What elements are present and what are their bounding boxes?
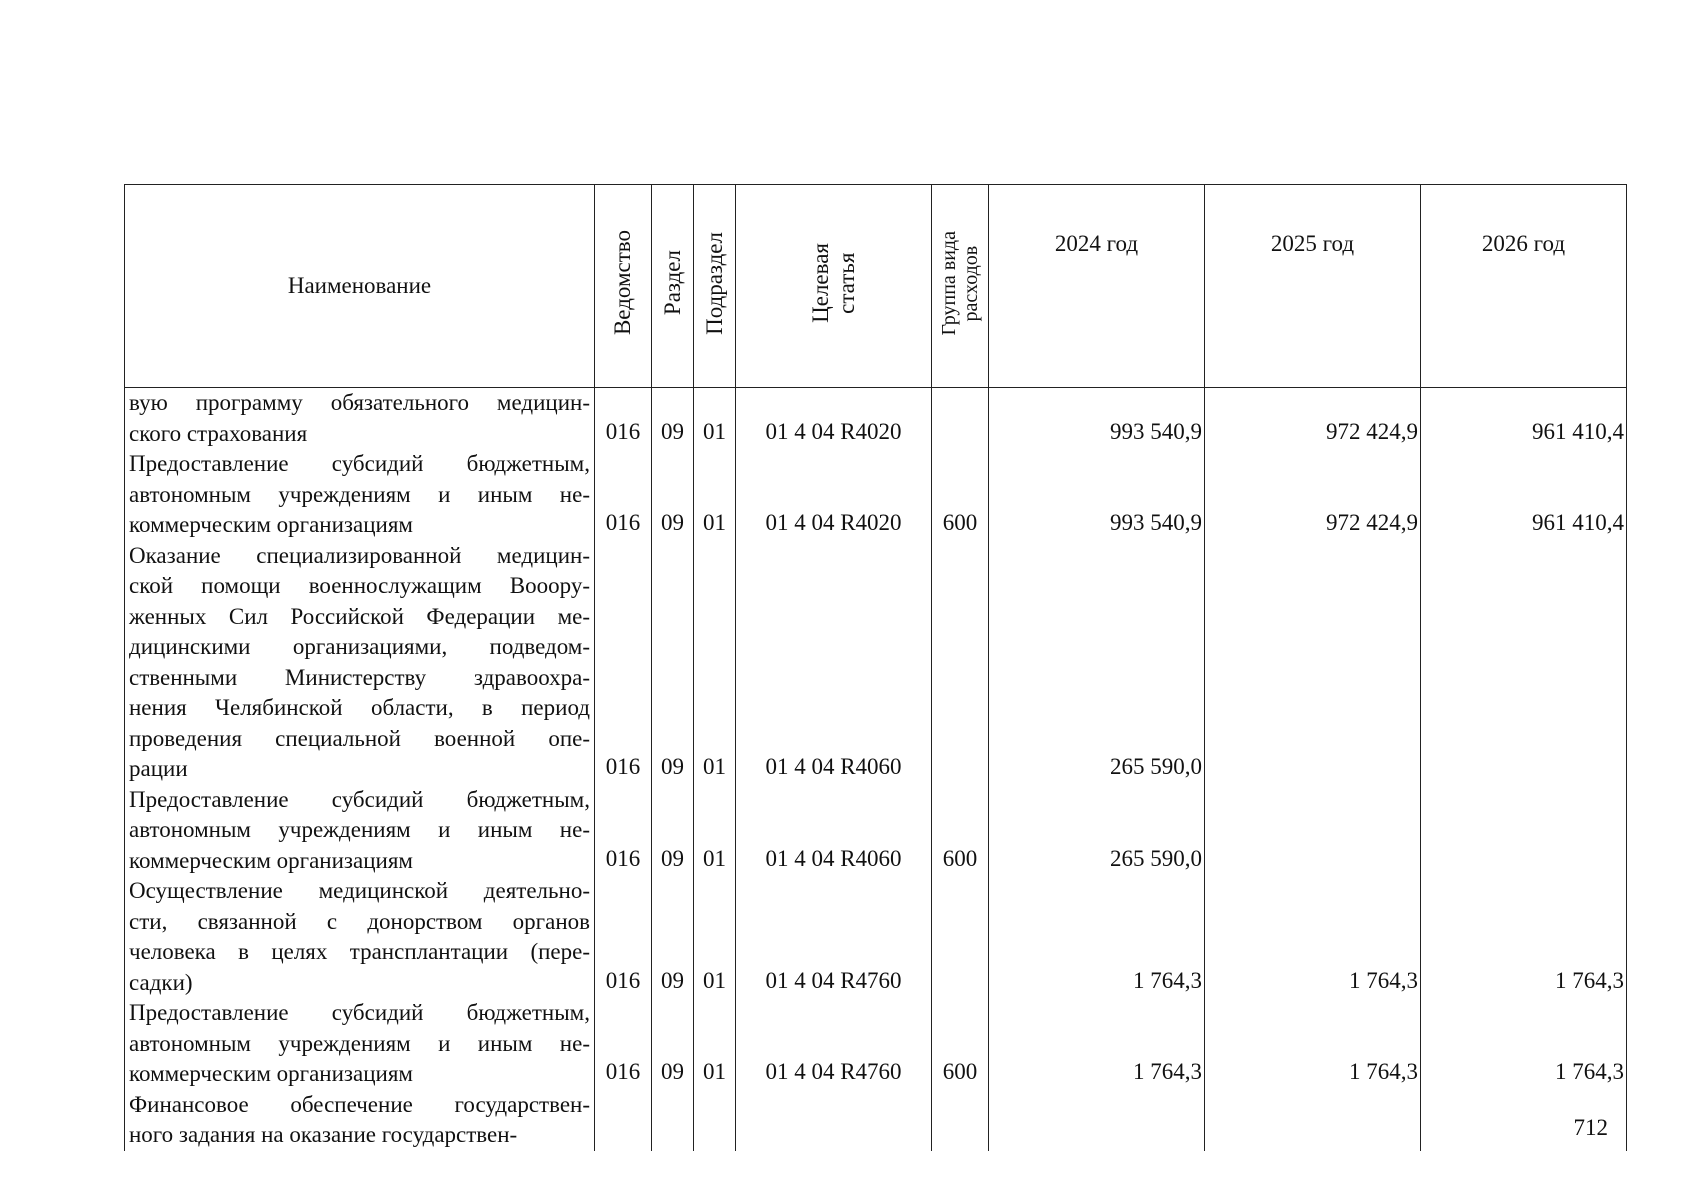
- header-year-2025: 2025 год: [1205, 185, 1421, 388]
- row-name-line: рации: [129, 756, 188, 781]
- row-section: [652, 1090, 694, 1151]
- header-target-article: [736, 185, 932, 388]
- row-name-line: человека в целях трансплантации (пере-: [129, 939, 590, 964]
- table-row: [125, 876, 1627, 998]
- row-amount-2026: 961 410,4: [1421, 449, 1627, 541]
- table-body: [125, 388, 1627, 1151]
- row-department: 016: [595, 785, 652, 877]
- header-expense-group-label: [938, 231, 982, 336]
- header-year-2026: 2026 год: [1421, 185, 1627, 388]
- row-name-line: автономным учреждениям и иным не-: [129, 481, 590, 507]
- row-name: [125, 388, 595, 450]
- row-name-line: женных Сил Российской Федерации ме-: [129, 603, 590, 629]
- row-amount-2024: 993 540,9: [989, 388, 1205, 450]
- row-subsection: 01: [694, 998, 736, 1090]
- row-amount-2026: [1421, 785, 1627, 877]
- row-department: 016: [595, 541, 652, 785]
- row-amount-2025: 972 424,9: [1205, 449, 1421, 541]
- row-department: 016: [595, 449, 652, 541]
- row-name: [125, 449, 595, 541]
- header-section-label: Раздел: [659, 250, 685, 316]
- row-name-line: коммерческим организациям: [129, 512, 413, 537]
- row-expense-group: [932, 388, 989, 450]
- row-target-article: 01 4 04 R4060: [736, 541, 932, 785]
- header-expense-group: [932, 185, 989, 388]
- row-expense-group: 600: [932, 998, 989, 1090]
- header-department-label: Ведомство: [610, 230, 635, 336]
- row-subsection: 01: [694, 785, 736, 877]
- row-department: 016: [595, 388, 652, 450]
- row-target-article: 01 4 04 R4760: [736, 998, 932, 1090]
- row-expense-group: [932, 876, 989, 998]
- table-row: [125, 785, 1627, 877]
- header-year-2024: 2024 год: [989, 185, 1205, 388]
- row-amount-2025: [1205, 541, 1421, 785]
- row-name-line: садки): [129, 969, 193, 995]
- row-name-line: Осуществление медицинской деятельно-: [129, 878, 590, 903]
- row-amount-2024: 1 764,3: [989, 998, 1205, 1090]
- row-name-line: ского страхования: [129, 420, 308, 446]
- row-name: [125, 998, 595, 1090]
- row-amount-2024: 1 764,3: [989, 876, 1205, 998]
- row-amount-2026: 961 410,4: [1421, 388, 1627, 450]
- row-department: [595, 1090, 652, 1151]
- row-name-line: дицинскими организациями, подведом-: [129, 634, 590, 659]
- header-department: [595, 185, 652, 388]
- row-name-line: Финансовое обеспечение государствен-: [129, 1091, 590, 1117]
- page-number: 712: [1573, 1115, 1608, 1140]
- row-name-line: проведения специальной военной опе-: [129, 725, 590, 751]
- row-name-line: ской помощи военнослужащим Вооору-: [129, 573, 590, 598]
- row-expense-group: [932, 541, 989, 785]
- row-amount-2025: 972 424,9: [1205, 388, 1421, 450]
- row-subsection: 01: [694, 388, 736, 450]
- row-name-line: Предоставление субсидий бюджетным,: [129, 1000, 590, 1025]
- row-amount-2025: 1 764,3: [1205, 998, 1421, 1090]
- header-expense-group-line1: Группа вида: [938, 230, 960, 336]
- row-name-line: коммерческим организациям: [129, 1061, 413, 1086]
- row-name-line: Предоставление субсидий бюджетным,: [129, 451, 590, 476]
- header-target-article-line2: статья: [833, 252, 859, 314]
- row-subsection: 01: [694, 541, 736, 785]
- row-name-line: автономным учреждениям и иным не-: [129, 817, 590, 842]
- header-expense-group-line2: расходов: [960, 245, 982, 321]
- row-department: 016: [595, 876, 652, 998]
- table-row: [125, 388, 1627, 450]
- table-row: [125, 998, 1627, 1090]
- row-department: 016: [595, 998, 652, 1090]
- row-subsection: 01: [694, 876, 736, 998]
- row-amount-2025: [1205, 785, 1421, 877]
- header-section: [652, 185, 694, 388]
- header-subsection-label: Подраздел: [701, 231, 727, 335]
- row-amount-2026: 1 764,3: [1421, 876, 1627, 998]
- table-header: [125, 185, 1627, 388]
- row-target-article: 01 4 04 R4760: [736, 876, 932, 998]
- row-section: 09: [652, 449, 694, 541]
- row-name-line: нения Челябинской области, в период: [129, 695, 590, 720]
- row-subsection: 01: [694, 449, 736, 541]
- row-amount-2024: 265 590,0: [989, 785, 1205, 877]
- row-section: 09: [652, 998, 694, 1090]
- row-target-article: 01 4 04 R4060: [736, 785, 932, 877]
- row-name-line: коммерческим организациям: [129, 847, 413, 873]
- row-name-line: ственными Министерству здравоохра-: [129, 664, 590, 690]
- header-name: Наименование: [125, 185, 595, 388]
- row-target-article: 01 4 04 R4020: [736, 388, 932, 450]
- row-expense-group: [932, 1090, 989, 1151]
- row-expense-group: 600: [932, 449, 989, 541]
- row-name-line: Оказание специализированной медицин-: [129, 542, 590, 568]
- row-target-article: 01 4 04 R4020: [736, 449, 932, 541]
- row-subsection: [694, 1090, 736, 1151]
- row-name-line: ного задания на оказание государствен-: [129, 1122, 518, 1147]
- row-section: 09: [652, 388, 694, 450]
- table-row: [125, 541, 1627, 785]
- header-subsection: [694, 185, 736, 388]
- header-target-article-label: [808, 243, 860, 323]
- row-amount-2025: [1205, 1090, 1421, 1151]
- header-target-article-line1: Целевая: [807, 243, 833, 323]
- table-row: [125, 1090, 1627, 1151]
- row-name-line: автономным учреждениям и иным не-: [129, 1030, 590, 1056]
- row-expense-group: 600: [932, 785, 989, 877]
- row-name: [125, 1090, 595, 1151]
- row-name: [125, 541, 595, 785]
- row-section: 09: [652, 541, 694, 785]
- row-amount-2024: 265 590,0: [989, 541, 1205, 785]
- row-amount-2024: [989, 1090, 1205, 1151]
- row-section: 09: [652, 876, 694, 998]
- row-amount-2024: 993 540,9: [989, 449, 1205, 541]
- row-name-line: вую программу обязательного медицин-: [129, 390, 590, 415]
- row-name-line: сти, связанной с донорством органов: [129, 908, 590, 934]
- row-name: [125, 785, 595, 877]
- row-amount-2026: [1421, 541, 1627, 785]
- row-amount-2026: 1 764,3: [1421, 998, 1627, 1090]
- table-row: [125, 449, 1627, 541]
- row-amount-2025: 1 764,3: [1205, 876, 1421, 998]
- row-section: 09: [652, 785, 694, 877]
- budget-table: [124, 184, 1627, 1151]
- row-target-article: [736, 1090, 932, 1151]
- row-name: [125, 876, 595, 998]
- row-name-line: Предоставление субсидий бюджетным,: [129, 786, 590, 812]
